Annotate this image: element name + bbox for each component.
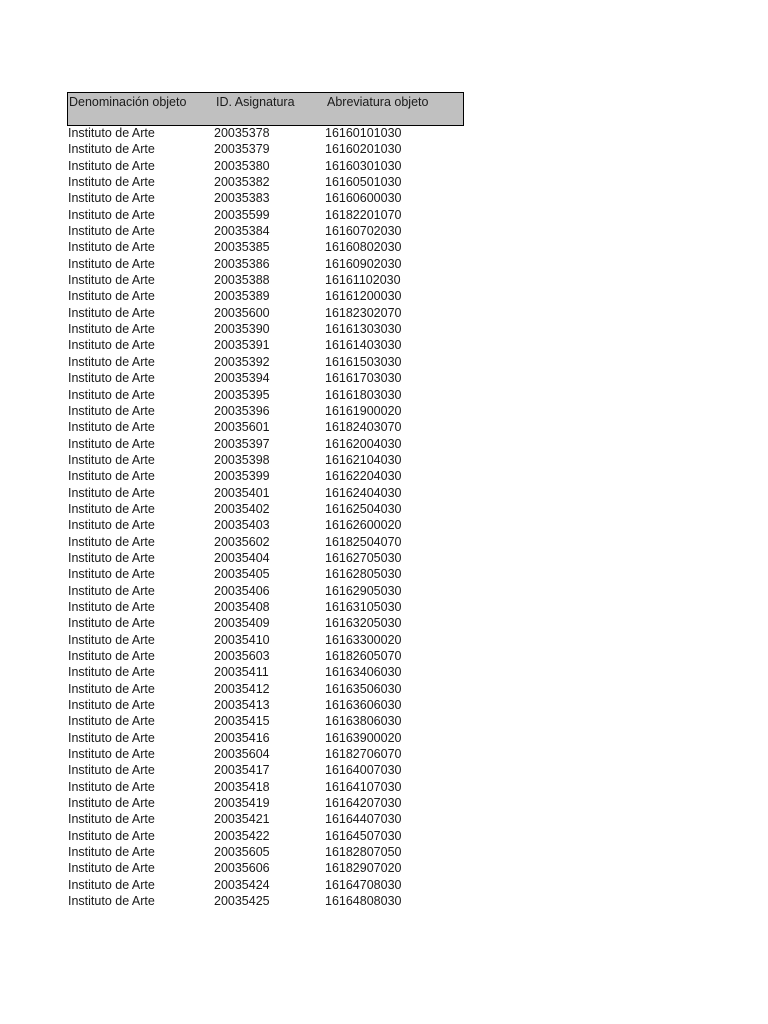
cell-denominacion[interactable]: Instituto de Arte xyxy=(68,796,155,811)
cell-denominacion[interactable]: Instituto de Arte xyxy=(68,665,155,680)
cell-denominacion[interactable]: Instituto de Arte xyxy=(68,747,155,762)
spreadsheet-table xyxy=(67,92,464,909)
cell-denominacion[interactable]: Instituto de Arte xyxy=(68,142,155,157)
table-row xyxy=(68,615,462,631)
cell-abreviatura[interactable]: 16163806030 xyxy=(325,714,402,729)
cell-id-asignatura[interactable]: 20035399 xyxy=(214,469,270,484)
cell-id-asignatura[interactable]: 20035416 xyxy=(214,730,270,745)
table-row xyxy=(68,288,462,304)
cell-abreviatura[interactable]: 16162104030 xyxy=(325,452,402,467)
table-row xyxy=(68,844,462,860)
cell-id-asignatura[interactable]: 20035603 xyxy=(214,649,270,663)
cell-abreviatura[interactable]: 16164007030 xyxy=(325,763,402,778)
table-row xyxy=(68,387,462,403)
cell-abreviatura[interactable]: 16182201070 xyxy=(325,207,402,222)
cell-abreviatura[interactable]: 16164507030 xyxy=(325,828,402,843)
cell-denominacion[interactable]: Instituto de Arte xyxy=(68,207,155,222)
table-row xyxy=(68,256,462,272)
cell-id-asignatura[interactable]: 20035605 xyxy=(214,845,270,860)
table-row xyxy=(68,370,462,386)
cell-denominacion[interactable]: Instituto de Arte xyxy=(68,403,155,418)
table-row xyxy=(68,550,462,566)
cell-abreviatura[interactable]: 16182907020 xyxy=(325,861,402,876)
table-row xyxy=(68,141,462,157)
cell-denominacion[interactable]: Instituto de Arte xyxy=(68,240,155,255)
cell-abreviatura[interactable]: 16164107030 xyxy=(325,779,402,794)
table-row xyxy=(68,419,462,435)
cell-abreviatura[interactable]: 16160702030 xyxy=(325,224,402,239)
table-row xyxy=(68,468,462,484)
cell-abreviatura[interactable]: 16182302070 xyxy=(325,305,402,320)
table-row xyxy=(68,893,462,909)
cell-abreviatura[interactable]: 16163606030 xyxy=(325,698,402,713)
table-row xyxy=(68,305,462,321)
cell-id-asignatura[interactable]: 20035405 xyxy=(214,567,270,582)
table-row xyxy=(68,223,462,239)
cell-id-asignatura[interactable]: 20035412 xyxy=(214,681,270,696)
cell-denominacion[interactable]: Instituto de Arte xyxy=(68,175,155,190)
cell-id-asignatura[interactable]: 20035378 xyxy=(214,126,270,140)
cell-abreviatura[interactable]: 16161503030 xyxy=(325,354,402,369)
cell-abreviatura[interactable]: 16182807050 xyxy=(325,845,402,860)
cell-denominacion[interactable]: Instituto de Arte xyxy=(68,845,155,860)
table-body xyxy=(68,125,462,910)
cell-id-asignatura[interactable]: 20035602 xyxy=(214,534,270,549)
cell-abreviatura[interactable]: 16161803030 xyxy=(325,387,402,402)
cell-id-asignatura[interactable]: 20035421 xyxy=(214,812,270,827)
cell-denominacion[interactable]: Instituto de Arte xyxy=(68,894,155,909)
table-row xyxy=(68,337,462,353)
cell-id-asignatura[interactable]: 20035404 xyxy=(214,550,270,565)
table-row xyxy=(68,403,462,419)
cell-abreviatura[interactable]: 16164407030 xyxy=(325,812,402,827)
cell-denominacion[interactable]: Instituto de Arte xyxy=(68,812,155,827)
cell-abreviatura[interactable]: 16163900020 xyxy=(325,730,402,745)
cell-denominacion[interactable]: Instituto de Arte xyxy=(68,158,155,173)
cell-abreviatura[interactable]: 16162204030 xyxy=(325,469,402,484)
table-row xyxy=(68,354,462,370)
table-row xyxy=(68,174,462,190)
cell-abreviatura[interactable]: 16164808030 xyxy=(325,894,402,909)
cell-denominacion[interactable]: Instituto de Arte xyxy=(68,877,155,892)
cell-id-asignatura[interactable]: 20035409 xyxy=(214,616,270,631)
table-row xyxy=(68,779,462,795)
cell-denominacion[interactable]: Instituto de Arte xyxy=(68,779,155,794)
cell-denominacion[interactable]: Instituto de Arte xyxy=(68,371,155,386)
table-row xyxy=(68,877,462,893)
cell-id-asignatura[interactable]: 20035402 xyxy=(214,501,270,516)
table-row xyxy=(68,795,462,811)
cell-id-asignatura[interactable]: 20035425 xyxy=(214,894,270,909)
table-row xyxy=(68,746,462,762)
cell-denominacion[interactable]: Instituto de Arte xyxy=(68,632,155,647)
table-row xyxy=(68,860,462,876)
cell-denominacion[interactable]: Instituto de Arte xyxy=(68,322,155,337)
table-row xyxy=(68,534,462,550)
table-row xyxy=(68,681,462,697)
cell-abreviatura[interactable]: 16160501030 xyxy=(325,175,402,190)
table-row xyxy=(68,207,462,223)
cell-denominacion[interactable]: Instituto de Arte xyxy=(68,436,155,451)
cell-denominacion[interactable]: Instituto de Arte xyxy=(68,567,155,582)
cell-abreviatura[interactable]: 16163300020 xyxy=(325,632,402,647)
cell-id-asignatura[interactable]: 20035384 xyxy=(214,224,270,239)
cell-abreviatura[interactable]: 16162805030 xyxy=(325,567,402,582)
cell-abreviatura[interactable]: 16162705030 xyxy=(325,550,402,565)
cell-id-asignatura[interactable]: 20035401 xyxy=(214,485,270,500)
cell-id-asignatura[interactable]: 20035380 xyxy=(214,158,270,173)
cell-denominacion[interactable]: Instituto de Arte xyxy=(68,616,155,631)
cell-abreviatura[interactable]: 16161303030 xyxy=(325,322,402,337)
table-row xyxy=(68,648,462,664)
cell-abreviatura[interactable]: 16182605070 xyxy=(325,649,402,663)
cell-id-asignatura[interactable]: 20035424 xyxy=(214,877,270,892)
cell-id-asignatura[interactable]: 20035410 xyxy=(214,632,270,647)
cell-denominacion[interactable]: Instituto de Arte xyxy=(68,730,155,745)
cell-denominacion[interactable]: Instituto de Arte xyxy=(68,550,155,565)
cell-abreviatura[interactable]: 16162600020 xyxy=(325,518,402,533)
cell-abreviatura[interactable]: 16160802030 xyxy=(325,240,402,255)
cell-denominacion[interactable]: Instituto de Arte xyxy=(68,501,155,516)
column-header-id-asignatura[interactable]: ID. Asignatura xyxy=(216,95,295,109)
table-row xyxy=(68,452,462,468)
cell-denominacion[interactable]: Instituto de Arte xyxy=(68,452,155,467)
cell-id-asignatura[interactable]: 20035601 xyxy=(214,420,270,435)
cell-id-asignatura[interactable]: 20035389 xyxy=(214,289,270,304)
cell-denominacion[interactable]: Instituto de Arte xyxy=(68,256,155,271)
cell-abreviatura[interactable]: 16182504070 xyxy=(325,534,402,549)
cell-abreviatura[interactable]: 16161403030 xyxy=(325,338,402,353)
cell-denominacion[interactable]: Instituto de Arte xyxy=(68,273,155,288)
cell-denominacion[interactable]: Instituto de Arte xyxy=(68,681,155,696)
cell-abreviatura[interactable]: 16161900020 xyxy=(325,403,402,418)
table-row xyxy=(68,713,462,729)
cell-id-asignatura[interactable]: 20035415 xyxy=(214,714,270,729)
cell-abreviatura[interactable]: 16163105030 xyxy=(325,599,402,614)
cell-denominacion[interactable]: Instituto de Arte xyxy=(68,420,155,435)
cell-id-asignatura[interactable]: 20035388 xyxy=(214,273,270,288)
column-header-denominacion[interactable]: Denominación objeto xyxy=(69,95,187,109)
cell-denominacion[interactable]: Instituto de Arte xyxy=(68,698,155,713)
column-header-abreviatura[interactable]: Abreviatura objeto xyxy=(327,95,429,109)
cell-id-asignatura[interactable]: 20035411 xyxy=(214,665,269,680)
cell-id-asignatura[interactable]: 20035391 xyxy=(214,338,270,353)
cell-id-asignatura[interactable]: 20035408 xyxy=(214,599,270,614)
cell-denominacion[interactable]: Instituto de Arte xyxy=(68,534,155,549)
cell-abreviatura[interactable]: 16162004030 xyxy=(325,436,402,451)
cell-denominacion[interactable]: Instituto de Arte xyxy=(68,861,155,876)
table-row xyxy=(68,125,462,141)
table-row xyxy=(68,599,462,615)
cell-id-asignatura[interactable]: 20035398 xyxy=(214,452,270,467)
cell-denominacion[interactable]: Instituto de Arte xyxy=(68,599,155,614)
cell-abreviatura[interactable]: 16160600030 xyxy=(325,191,402,206)
table-row xyxy=(68,583,462,599)
cell-id-asignatura[interactable]: 20035417 xyxy=(214,763,270,778)
cell-denominacion[interactable]: Instituto de Arte xyxy=(68,583,155,598)
cell-abreviatura[interactable]: 16160201030 xyxy=(325,142,402,157)
cell-denominacion[interactable]: Instituto de Arte xyxy=(68,485,155,500)
cell-abreviatura[interactable]: 16182706070 xyxy=(325,747,402,762)
cell-denominacion[interactable]: Instituto de Arte xyxy=(68,469,155,484)
cell-denominacion[interactable]: Instituto de Arte xyxy=(68,828,155,843)
cell-abreviatura[interactable]: 16162504030 xyxy=(325,501,402,516)
cell-abreviatura[interactable]: 16164708030 xyxy=(325,877,402,892)
cell-id-asignatura[interactable]: 20035383 xyxy=(214,191,270,206)
cell-abreviatura[interactable]: 16162905030 xyxy=(325,583,402,598)
cell-id-asignatura[interactable]: 20035606 xyxy=(214,861,270,876)
cell-abreviatura[interactable]: 16160101030 xyxy=(325,126,402,140)
table-row xyxy=(68,632,462,648)
cell-abreviatura[interactable]: 16161200030 xyxy=(325,289,402,304)
cell-id-asignatura[interactable]: 20035386 xyxy=(214,256,270,271)
cell-abreviatura[interactable]: 16160902030 xyxy=(325,256,402,271)
cell-denominacion[interactable]: Instituto de Arte xyxy=(68,191,155,206)
cell-abreviatura[interactable]: 16182403070 xyxy=(325,420,402,435)
cell-id-asignatura[interactable]: 20035413 xyxy=(214,698,270,713)
cell-denominacion[interactable]: Instituto de Arte xyxy=(68,649,155,663)
cell-denominacion[interactable]: Instituto de Arte xyxy=(68,305,155,320)
cell-id-asignatura[interactable]: 20035600 xyxy=(214,305,270,320)
table-row xyxy=(68,828,462,844)
cell-abreviatura[interactable]: 16163205030 xyxy=(325,616,402,631)
cell-abreviatura[interactable]: 16161102030 xyxy=(325,273,401,288)
table-row xyxy=(68,321,462,337)
cell-abreviatura[interactable]: 16164207030 xyxy=(325,796,402,811)
cell-denominacion[interactable]: Instituto de Arte xyxy=(68,338,155,353)
table-row xyxy=(68,485,462,501)
table-row xyxy=(68,501,462,517)
table-row xyxy=(68,158,462,174)
cell-id-asignatura[interactable]: 20035397 xyxy=(214,436,270,451)
cell-denominacion[interactable]: Instituto de Arte xyxy=(68,714,155,729)
cell-id-asignatura[interactable]: 20035599 xyxy=(214,207,270,222)
table-row xyxy=(68,730,462,746)
cell-id-asignatura[interactable]: 20035419 xyxy=(214,796,270,811)
table-row xyxy=(68,664,462,680)
cell-abreviatura[interactable]: 16161703030 xyxy=(325,371,402,386)
cell-denominacion[interactable]: Instituto de Arte xyxy=(68,126,155,140)
cell-abreviatura[interactable]: 16163506030 xyxy=(325,681,402,696)
table-row xyxy=(68,436,462,452)
table-row xyxy=(68,517,462,533)
table-row xyxy=(68,697,462,713)
cell-id-asignatura[interactable]: 20035604 xyxy=(214,747,270,762)
cell-abreviatura[interactable]: 16160301030 xyxy=(325,158,402,173)
table-header xyxy=(67,92,464,126)
cell-id-asignatura[interactable]: 20035382 xyxy=(214,175,270,190)
cell-id-asignatura[interactable]: 20035385 xyxy=(214,240,270,255)
cell-abreviatura[interactable]: 16163406030 xyxy=(325,665,402,680)
cell-id-asignatura[interactable]: 20035379 xyxy=(214,142,270,157)
cell-denominacion[interactable]: Instituto de Arte xyxy=(68,354,155,369)
cell-denominacion[interactable]: Instituto de Arte xyxy=(68,763,155,778)
table-row xyxy=(68,239,462,255)
cell-id-asignatura[interactable]: 20035406 xyxy=(214,583,270,598)
cell-id-asignatura[interactable]: 20035396 xyxy=(214,403,270,418)
cell-id-asignatura[interactable]: 20035390 xyxy=(214,322,270,337)
cell-denominacion[interactable]: Instituto de Arte xyxy=(68,387,155,402)
cell-id-asignatura[interactable]: 20035395 xyxy=(214,387,270,402)
table-row xyxy=(68,566,462,582)
cell-denominacion[interactable]: Instituto de Arte xyxy=(68,289,155,304)
table-row xyxy=(68,190,462,206)
cell-id-asignatura[interactable]: 20035394 xyxy=(214,371,270,386)
table-row xyxy=(68,811,462,827)
cell-id-asignatura[interactable]: 20035392 xyxy=(214,354,270,369)
cell-denominacion[interactable]: Instituto de Arte xyxy=(68,518,155,533)
cell-id-asignatura[interactable]: 20035418 xyxy=(214,779,270,794)
cell-abreviatura[interactable]: 16162404030 xyxy=(325,485,402,500)
table-row xyxy=(68,762,462,778)
table-row xyxy=(68,272,462,288)
cell-id-asignatura[interactable]: 20035422 xyxy=(214,828,270,843)
cell-denominacion[interactable]: Instituto de Arte xyxy=(68,224,155,239)
cell-id-asignatura[interactable]: 20035403 xyxy=(214,518,270,533)
